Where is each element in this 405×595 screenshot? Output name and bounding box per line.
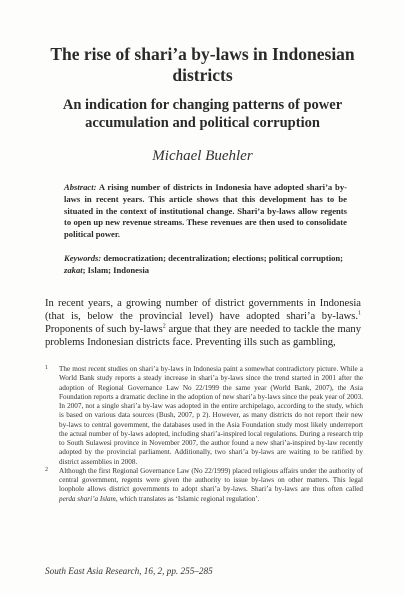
body-part2: Proponents of such by-laws: [45, 324, 163, 335]
article-subtitle: An indication for changing patterns of power accumulation and political corruption: [62, 97, 343, 131]
body-part3: argue that they are needed to tackle the many problems Indonesian districts face. Preventing ills such as gambling,: [45, 324, 362, 348]
footnote-text-a: Although the first Regional Governance Law (No 22/1999) placed religious affairs under the authority of central government, regents were given the authority to issue by-laws on other matters. This legal loophole allows district governments to adopt shari’a by-laws. Shari’a by-laws are thus often called: [59, 466, 363, 494]
body-part1: In recent years, a growing number of district governments in Indonesia (that is, below the provincial level) have adopted shari’a by-laws.: [45, 298, 361, 322]
body-paragraph: [45, 297, 361, 349]
footnote-text: The most recent studies on shari’a by-laws in Indonesia paint a somewhat contradictory picture. While a World Bank study reports a steady increase in shari’a by-laws since the trend started in 2001 after the adoption of Regional Governance Law No 22/1999 the same year (World Bank, 2007), the Asia Foundation reports a dramatic decline in the adoption of new shari’a by-laws since the peak year of 2003. In 2007, not a single shari’a by-law was adopted in the entire archipelago, according to the study, which is based on various data sources (Bush, 2007, p 2). However, as many districts do not report their new by-laws to central government, the databases used in the Asia Foundation study most likely underreport the actual number of by-laws adopted, including shari’a-inspired local regulations. During a research trip to South Sulawesi province in November 2007, the author found a new shari’a-inspired by-law recently adopted by the provincial parliament. Additionally, two shari’a by-laws are waiting to be ratified by district assemblies in 2008.: [59, 365, 363, 466]
abstract: [64, 182, 347, 241]
keywords: [64, 253, 347, 277]
article-title: The rise of shari’a by-laws in Indonesian districts: [50, 44, 355, 85]
author-name: Michael Buehler: [152, 148, 253, 164]
footnote-text-b: , which translates as ‘Islamic regional regulation’.: [115, 494, 260, 503]
footnote-number: 2: [45, 466, 48, 473]
abstract-text: A rising number of districts in Indonesia have adopted shari’a by-laws in recent years. This article shows that this development has to be situated in the context of institutional change. Shari’a by-laws allow regents to open up new revenue streams. These revenues are then used to consolidate political power.: [64, 182, 347, 240]
footnote: [45, 365, 363, 467]
keywords-label: Keywords:: [64, 253, 102, 263]
keyword-zakat: zakat: [64, 264, 83, 275]
footnote-number: 1: [45, 365, 48, 371]
footnote: [45, 467, 363, 504]
journal-citation: South East Asia Research, 16, 2, pp. 255–285: [45, 566, 213, 576]
footnote-ref-1[interactable]: 1: [358, 310, 361, 317]
footnotes: [45, 365, 363, 504]
abstract-label: Abstract:: [64, 182, 97, 192]
keywords-part1: democratization; decentralization; elections; political corruption;: [103, 253, 344, 263]
footnote-emphasis: perda shari’a Islam: [59, 494, 116, 503]
keywords-part2: ; Islam; Indonesia: [82, 264, 149, 275]
footnote-ref-2[interactable]: 2: [162, 323, 166, 330]
